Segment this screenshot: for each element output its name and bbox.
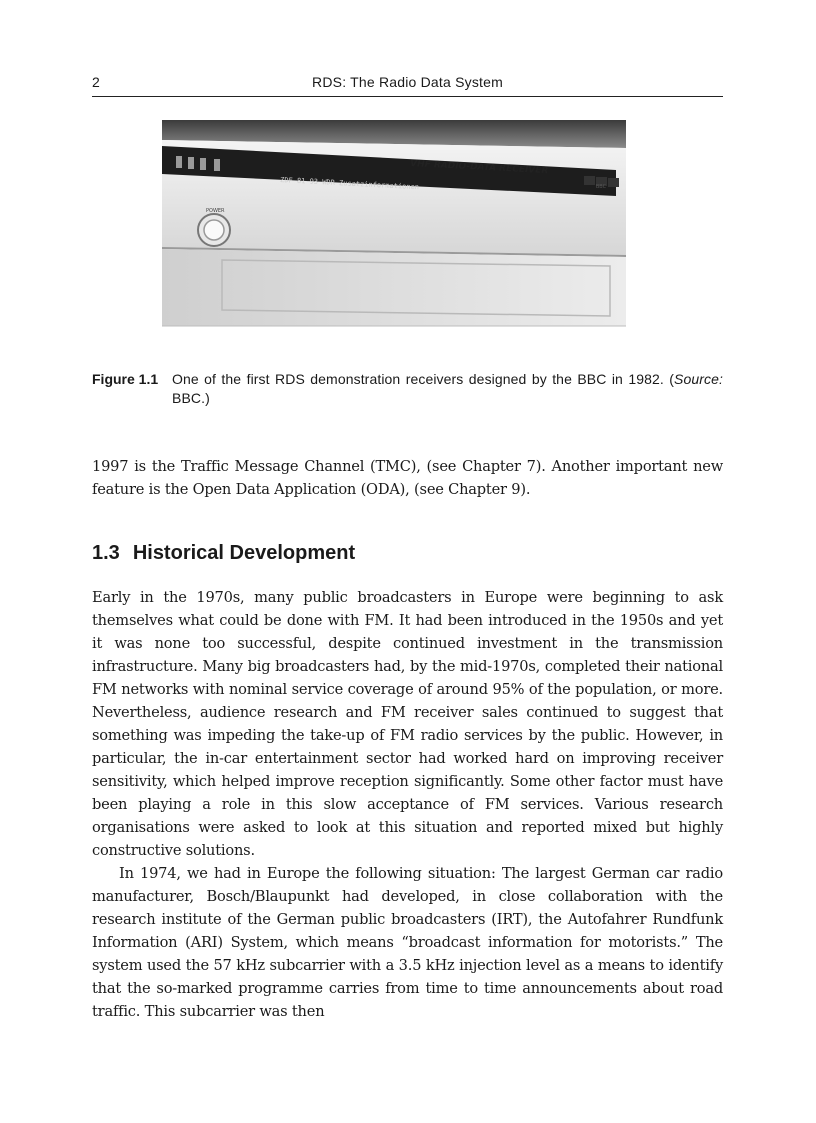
caption-source-value: BBC. bbox=[172, 390, 206, 406]
panel-title: VHF RADIO-DATA RECEIVER bbox=[409, 159, 549, 177]
section-heading bbox=[92, 542, 355, 565]
figure-caption bbox=[92, 370, 723, 408]
rds-receiver-photo bbox=[162, 120, 626, 342]
page-number: 2 bbox=[92, 74, 100, 90]
svg-text:POWER: POWER bbox=[206, 208, 225, 214]
intro-paragraph: 1997 is the Traffic Message Channel (TMC), (see Chapter 7). Another important new feature is the Open Data Application (ODA), (see Chapter 9). bbox=[92, 458, 723, 498]
figure-caption-body: One of the first RDS demonstration receivers designed by the BBC in 1982. (Source: BBC.) bbox=[172, 371, 723, 406]
caption-source-label: Source: bbox=[674, 371, 723, 387]
section-body bbox=[92, 586, 723, 1023]
running-head bbox=[92, 74, 723, 97]
section-title: Historical Development bbox=[132, 542, 356, 564]
section-number: 1.3 bbox=[92, 542, 120, 564]
caption-text: One of the first RDS demonstration receivers designed by the BBC in 1982. bbox=[172, 371, 664, 387]
figure-1-1 bbox=[162, 120, 626, 342]
body-paragraph: In 1974, we had in Europe the following situation: The largest German car radio manufacturer, Bosch/Blaupunkt had developed, in close collaboration with the research institute of the German public broadcasters (IRT), the Autofahrer Rundfunk Information (ARI) System, which means “broadcast information for motorists.” The system used the 57 kHz subcarrier with a 3.5 kHz injection level as a means to identify that the so-marked programme carries from time to time announcements about road traffic. This subcarrier was then bbox=[92, 865, 723, 1020]
body-paragraph: Early in the 1970s, many public broadcasters in Europe were beginning to ask themselves what could be done with FM. It had been introduced in the 1950s and yet it was none too successful, despite continued investment in the transmission infrastructure. Many big broadcasters had, by the mid-1970s, completed their national FM networks with nominal service coverage of around 95% of the population, or more. Nevertheless, audience research and FM receiver sales continued to suggest that something was impeding the take-up of FM radio services by the public. However, in particular, the in-car entertainment sector had worked hard on improving receiver sensitivity, which helped improve reception significantly. Some other factor must have been playing a role in this slow acceptance of FM services. Various research organisations were asked to look at this situation and reported mixed but highly constructive solutions. bbox=[92, 589, 723, 859]
display-text: ZDF 81-93 WDR Zusatzinformationen bbox=[279, 176, 420, 192]
running-title: RDS: The Radio Data System bbox=[312, 74, 503, 90]
figure-label: Figure 1.1 bbox=[92, 371, 159, 387]
svg-text:BBC: BBC bbox=[595, 184, 607, 190]
